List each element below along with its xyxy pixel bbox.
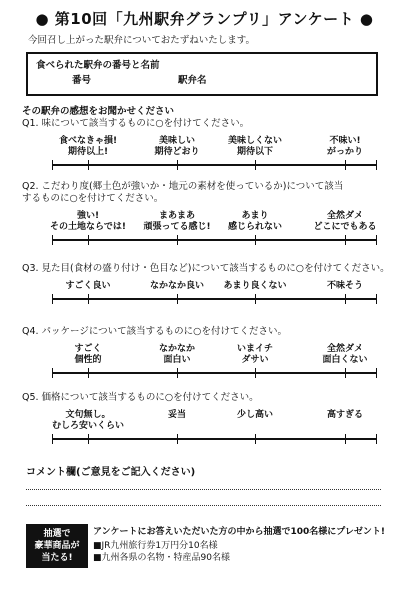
- option-label: 面白い: [163, 355, 191, 365]
- option-label: 全然ダメ: [326, 344, 363, 354]
- scale-tick[interactable]: [52, 434, 53, 444]
- option-label: 個性的: [74, 355, 102, 365]
- scale-tick[interactable]: [88, 434, 89, 444]
- option-label: どこにでもある: [313, 222, 377, 232]
- q2-option-1[interactable]: [48, 211, 128, 233]
- q1-option-3[interactable]: [215, 136, 295, 158]
- badge-line: 豪華商品が: [34, 541, 80, 551]
- option-label: あまり良くない: [223, 281, 287, 291]
- q3-option-3[interactable]: [215, 281, 295, 292]
- scale-tick[interactable]: [255, 434, 256, 444]
- q4-option-1[interactable]: [48, 344, 128, 366]
- q5-option-4[interactable]: [305, 410, 385, 421]
- q5-option-2[interactable]: [137, 410, 217, 421]
- option-label: 少し高い: [236, 410, 273, 420]
- scale-tick[interactable]: [376, 294, 377, 304]
- question-4-text: Q4. パッケージについて該当するものに○を付けてください。: [22, 326, 287, 337]
- option-label: 期待以上!: [67, 147, 109, 157]
- scale-tick[interactable]: [376, 160, 377, 170]
- section-title: その駅弁の感想をお聞かせください: [22, 106, 175, 117]
- q4-option-3[interactable]: [215, 344, 295, 366]
- promo-prize-1: ■JR九州旅行券1万円分10名様: [93, 541, 218, 551]
- q2-option-3[interactable]: [215, 211, 295, 233]
- option-label: 妥当: [167, 410, 186, 420]
- q3-scale-line: [52, 298, 377, 300]
- q1-option-2[interactable]: [137, 136, 217, 158]
- scale-tick[interactable]: [88, 160, 89, 170]
- option-label: 強い!: [76, 211, 100, 221]
- scale-tick[interactable]: [345, 235, 346, 245]
- scale-tick[interactable]: [345, 368, 346, 378]
- option-label: まあまあ: [158, 211, 195, 221]
- question-1-text: Q1. 味について該当するものに○を付けてください。: [22, 118, 250, 129]
- option-label: なかなか: [158, 344, 195, 354]
- q1-option-1[interactable]: [48, 136, 128, 158]
- scale-tick[interactable]: [255, 160, 256, 170]
- q2-option-2[interactable]: [137, 211, 217, 233]
- intro-text: 今回召し上がった駅弁についておたずねいたします。: [28, 35, 256, 46]
- option-label: 不味そう: [326, 281, 363, 291]
- scale-tick[interactable]: [177, 368, 178, 378]
- scale-tick[interactable]: [345, 160, 346, 170]
- q3-option-1[interactable]: [48, 281, 128, 292]
- q5-option-1[interactable]: [48, 410, 128, 432]
- option-label: 高すぎる: [326, 410, 363, 420]
- option-label: あまり: [241, 211, 269, 221]
- question-2-text: Q2. こだわり度(郷土色が強いか・地元の素材を使っているか)について該当: [22, 181, 344, 192]
- scale-tick[interactable]: [52, 235, 53, 245]
- q3-option-4[interactable]: [305, 281, 385, 292]
- option-label: 不味い!: [329, 136, 361, 146]
- scale-tick[interactable]: [88, 368, 89, 378]
- comment-label: コメント欄(ご意見をご記入ください): [26, 467, 196, 478]
- option-label: がっかり: [326, 147, 363, 157]
- scale-tick[interactable]: [376, 434, 377, 444]
- comment-line-1[interactable]: [26, 489, 381, 490]
- page-title: ● 第10回「九州駅弁グランプリ」アンケート ●: [35, 10, 374, 28]
- scale-tick[interactable]: [345, 294, 346, 304]
- promo-headline: アンケートにお答えいただいた方の中から抽選で100名様にプレゼント!: [93, 527, 385, 537]
- option-label: 全然ダメ: [326, 211, 363, 221]
- scale-tick[interactable]: [52, 160, 53, 170]
- option-label: 頑張ってる感じ!: [143, 222, 211, 232]
- option-label: 期待どおり: [154, 147, 200, 157]
- q4-option-4[interactable]: [305, 344, 385, 366]
- question-2-text: するものに○を付けてください。: [22, 193, 164, 204]
- ekiben-entry-box[interactable]: [26, 52, 378, 96]
- q1-scale-line: [52, 164, 377, 166]
- option-label: 食べなきゃ損!: [58, 136, 118, 146]
- q5-scale-line: [52, 438, 377, 440]
- question-3-text: Q3. 見た目(食材の盛り付け・色目など)について該当するものに○を付けてください。: [22, 263, 390, 274]
- comment-line-2[interactable]: [26, 505, 381, 506]
- option-label: むしろ安いくらい: [51, 421, 124, 431]
- option-label: その土地ならでは!: [49, 222, 126, 232]
- scale-tick[interactable]: [177, 160, 178, 170]
- option-label: 美味しい: [158, 136, 195, 146]
- scale-tick[interactable]: [177, 235, 178, 245]
- option-label: なかなか良い: [149, 281, 204, 291]
- scale-tick[interactable]: [376, 235, 377, 245]
- scale-tick[interactable]: [177, 434, 178, 444]
- option-label: ダサい: [241, 355, 269, 365]
- q3-option-2[interactable]: [137, 281, 217, 292]
- q4-scale-line: [52, 372, 377, 374]
- option-label: 面白くない: [322, 355, 368, 365]
- ekiben-box-title: 食べられた駅弁の番号と名前: [36, 60, 160, 71]
- scale-tick[interactable]: [255, 368, 256, 378]
- scale-tick[interactable]: [255, 294, 256, 304]
- badge-line: 当たる!: [41, 553, 73, 563]
- q2-option-4[interactable]: [305, 211, 385, 233]
- option-label: 美味しくない: [227, 136, 282, 146]
- scale-tick[interactable]: [88, 235, 89, 245]
- q5-option-3[interactable]: [215, 410, 295, 421]
- question-5-text: Q5. 価格について該当するものに○を付けてください。: [22, 392, 259, 403]
- ekiben-number-label: 番号: [72, 75, 92, 86]
- option-label: 期待以下: [236, 147, 273, 157]
- scale-tick[interactable]: [88, 294, 89, 304]
- option-label: 感じられない: [227, 222, 282, 232]
- q1-option-4[interactable]: [305, 136, 385, 158]
- ekiben-name-label: 駅弁名: [178, 75, 207, 86]
- scale-tick[interactable]: [376, 368, 377, 378]
- lottery-badge: [26, 524, 88, 568]
- q2-scale-line: [52, 239, 377, 241]
- scale-tick[interactable]: [255, 235, 256, 245]
- option-label: いまイチ: [236, 344, 273, 354]
- promo-prize-2: ■九州各県の名物・特産品90名様: [93, 553, 230, 563]
- option-label: 文句無し。: [65, 410, 111, 420]
- option-label: すごく: [74, 344, 102, 354]
- q4-option-2[interactable]: [137, 344, 217, 366]
- scale-tick[interactable]: [52, 368, 53, 378]
- scale-tick[interactable]: [177, 294, 178, 304]
- scale-tick[interactable]: [345, 434, 346, 444]
- badge-line: 抽選で: [43, 529, 71, 539]
- option-label: すごく良い: [65, 281, 111, 291]
- scale-tick[interactable]: [52, 294, 53, 304]
